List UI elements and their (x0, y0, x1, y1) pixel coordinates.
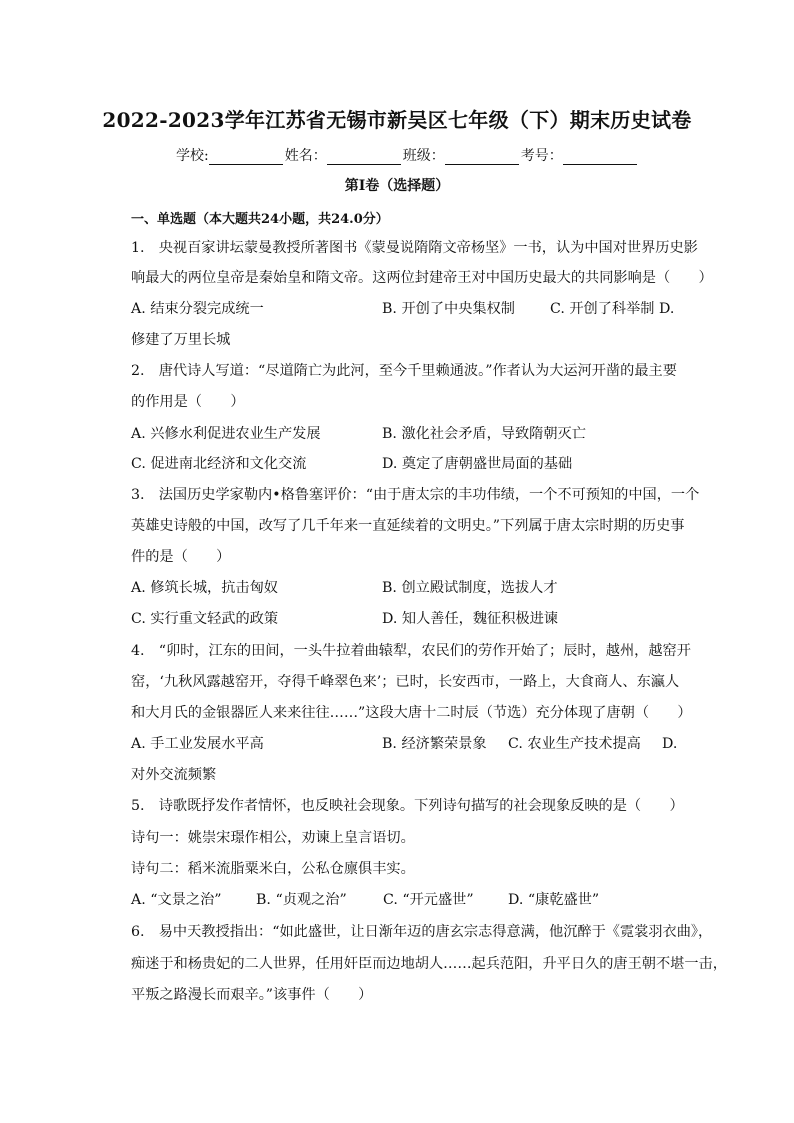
question-line: 3. 法国历史学家勒内•格鲁塞评价：“由于唐太宗的丰功伟绩，一个不可预知的中国，一个 (131, 487, 700, 503)
question-line: 5. 诗歌既抒发作者情怀，也反映社会现象。下列诗句描写的社会现象反映的是（ ） (131, 798, 684, 814)
option-b: B. 经济繁荣景象 (382, 736, 487, 752)
question-line: 诗句一：姚崇宋璟作相公，劝谏上皇言语切。 (131, 830, 415, 846)
option-d: D. 知人善任，魏征积极进谏 (382, 611, 558, 627)
option-a: A. 结束分裂完成统一 (131, 301, 264, 317)
question-line: 1. 央视百家讲坛蒙曼教授所著图书《蒙曼说隋隋文帝杨坚》一书，认为中国对世界历史影 (131, 240, 698, 256)
option-b: B. 开创了中央集权制 (382, 301, 515, 317)
exam-no-blank (563, 150, 637, 165)
question-line: 和大月氏的金银器匠人来来往往……”这段大唐十二时辰（节选）充分体现了唐朝（ ） (131, 705, 692, 721)
option-d: D. (662, 736, 678, 752)
section-title: 一、单选题（本大题共24小题，共24.0分） (131, 212, 389, 227)
option-c: C. 实行重文轻武的政策 (131, 611, 279, 627)
exam-no-label: 考号： (520, 148, 563, 164)
school-label: 学校: (176, 148, 209, 164)
option-a: A. “文景之治” (131, 892, 222, 908)
question-line: 响最大的两位皇帝是秦始皇和隋文帝。这两位封建帝王对中国历史最大的共同影响是（ ） (131, 270, 713, 286)
question-line: 痴迷于和杨贵妃的二人世界，任用奸臣而边地胡人……起兵范阳，升平日久的唐王朝不堪一击， (131, 956, 727, 972)
student-info-row (176, 145, 639, 165)
option-d: D. “康乾盛世” (508, 892, 600, 908)
exam-title: 2022-2023学年江苏省无锡市新吴区七年级（下）期末历史试卷 (102, 108, 692, 132)
option-a: A. 修筑长城，抗击匈奴 (131, 580, 278, 596)
question-line: 诗句二：稻米流脂粟米白，公私仓廪俱丰实。 (131, 861, 415, 877)
part-title: 第I卷（选择题） (344, 178, 450, 194)
question-line: 平叛之路漫长而艰辛。”该事件（ ） (131, 987, 373, 1003)
option-d: D. 奠定了唐朝盛世局面的基础 (382, 456, 573, 472)
name-label: 姓名： (284, 148, 327, 164)
option-d-text: 修建了万里长城 (131, 332, 231, 348)
option-d: D. (659, 301, 675, 317)
question-line: 的作用是（ ） (131, 394, 245, 410)
question-line: 件的是（ ） (131, 549, 231, 565)
class-blank (445, 150, 519, 165)
name-blank (327, 150, 401, 165)
option-b: B. 创立殿试制度，选拔人才 (382, 580, 558, 596)
class-label: 班级： (402, 148, 445, 164)
question-line: 4. “卯时，江东的田间，一头牛拉着曲辕犁，农民们的劳作开始了；辰时，越州，越窑开 (131, 643, 691, 659)
option-c: C. 农业生产技术提高 (508, 736, 641, 752)
option-c: C. 开创了科举制 (550, 301, 655, 317)
question-line: 窑，‘九秋风露越窑开，夺得千峰翠色来’；已时，长安西市，一路上，大食商人、东瀛人 (131, 674, 680, 690)
option-c: C. 促进南北经济和文化交流 (131, 456, 307, 472)
question-line: 6. 易中天教授指出：“如此盛世，让日渐年迈的唐玄宗志得意满，他沉醉于《霓裳羽衣曲》， (131, 924, 713, 940)
option-b: B. “贞观之治” (256, 892, 347, 908)
question-line: 英雄史诗般的中国，改写了几千年来一直延续着的文明史。”下列属于唐太宗时期的历史事 (131, 518, 685, 534)
option-d-text: 对外交流频繁 (131, 767, 217, 783)
option-b: B. 激化社会矛盾，导致隋朝灭亡 (382, 426, 586, 442)
option-a: A. 兴修水利促进农业生产发展 (131, 426, 321, 442)
option-c: C. “开元盛世” (383, 892, 474, 908)
school-blank (209, 150, 283, 165)
question-line: 2. 唐代诗人写道：“尽道隋亡为此河，至今千里赖通波。”作者认为大运河开凿的最主要 (131, 363, 677, 379)
option-a: A. 手工业发展水平高 (131, 736, 264, 752)
